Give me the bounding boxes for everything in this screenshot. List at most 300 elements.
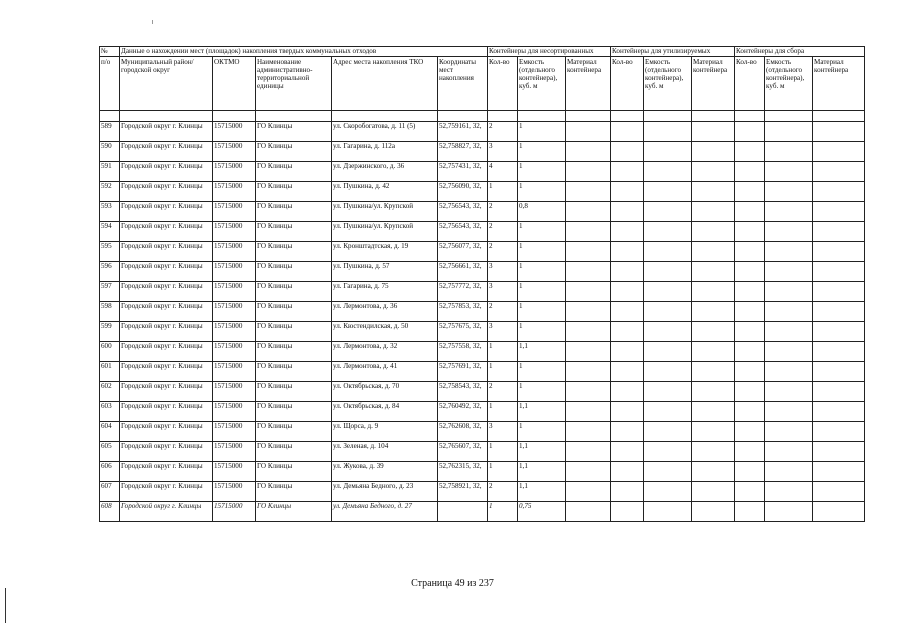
- cell-coords: 52,760492, 32,: [438, 402, 488, 422]
- cell-collection-count: [735, 442, 765, 462]
- cell-recyclable-count: [611, 282, 644, 302]
- cell-recyclable-capacity: [644, 262, 692, 282]
- table-row: [100, 262, 865, 282]
- cell-recyclable-capacity: [644, 362, 692, 382]
- cell-recyclable-material: [692, 222, 735, 242]
- cell-oktmo: 15715000: [213, 202, 256, 222]
- cell-coords: 52,758827, 32,: [438, 142, 488, 162]
- cell-unsorted-count: 2: [488, 222, 518, 242]
- cell-recyclable-material: [692, 502, 735, 522]
- cell-recyclable-count: [611, 142, 644, 162]
- cell-oktmo: 15715000: [213, 342, 256, 362]
- cell-recyclable-material: [692, 482, 735, 502]
- cell-num: 605: [100, 442, 120, 462]
- cell-unsorted-capacity: 1: [518, 382, 566, 402]
- cell-address: ул. Лермонтова, д. 41: [332, 362, 438, 382]
- cell-unsorted-count: 1: [488, 342, 518, 362]
- cell-collection-capacity: [765, 262, 813, 282]
- cell-collection-capacity: [765, 462, 813, 482]
- header-recyclable-count: Кол-во: [611, 57, 644, 111]
- cell-collection-capacity: [765, 202, 813, 222]
- cell-district: Городской округ г. Клинцы: [120, 242, 213, 262]
- cell-collection-material: [813, 422, 865, 442]
- cell-recyclable-count: [611, 502, 644, 522]
- cell-unsorted-capacity: 1,1: [518, 442, 566, 462]
- header-num: №: [100, 47, 120, 57]
- cell-recyclable-count: [611, 442, 644, 462]
- table-row: [100, 162, 865, 182]
- cell-recyclable-material: [692, 162, 735, 182]
- cell-recyclable-capacity: [644, 142, 692, 162]
- cell-address: ул. Дзержинского, д. 36: [332, 162, 438, 182]
- cell-unsorted-capacity: 1: [518, 162, 566, 182]
- cell-recyclable-count: [611, 122, 644, 142]
- cell-recyclable-count: [611, 342, 644, 362]
- cell-recyclable-material: [692, 422, 735, 442]
- cell-admin-unit: ГО Клинцы: [256, 322, 332, 342]
- cell-recyclable-capacity: [644, 302, 692, 322]
- cell-num: 602: [100, 382, 120, 402]
- cell-admin-unit: ГО Клинцы: [256, 422, 332, 442]
- cell-collection-capacity: [765, 122, 813, 142]
- cell-district: Городской округ г. Клинцы: [120, 382, 213, 402]
- cell-district: Городской округ г. Клинцы: [120, 202, 213, 222]
- cell-unsorted-material: [566, 302, 611, 322]
- cell-recyclable-count: [611, 162, 644, 182]
- cell-recyclable-material: [692, 442, 735, 462]
- cell-admin-unit: ГО Клинцы: [256, 162, 332, 182]
- cell-unsorted-material: [566, 182, 611, 202]
- cell-address: ул. Демьяна Бедного, д. 23: [332, 482, 438, 502]
- table-row: [100, 182, 865, 202]
- cell-unsorted-count: 1: [488, 182, 518, 202]
- cell-num: 599: [100, 322, 120, 342]
- cell-collection-count: [735, 302, 765, 322]
- cell-collection-count: [735, 262, 765, 282]
- page-number: Страница 49 из 237: [411, 578, 494, 589]
- header-recyclable-capacity: Емкость (отдельного контейнера), куб. м: [644, 57, 692, 111]
- cell-recyclable-capacity: [644, 282, 692, 302]
- cell-admin-unit: ГО Клинцы: [256, 482, 332, 502]
- cell-unsorted-count: 2: [488, 242, 518, 262]
- cell-num: 608: [100, 502, 120, 522]
- cell-oktmo: 15715000: [213, 322, 256, 342]
- cell-unsorted-capacity: 0,8: [518, 202, 566, 222]
- cell-unsorted-material: [566, 442, 611, 462]
- cell-collection-capacity: [765, 282, 813, 302]
- table-row: [100, 222, 865, 242]
- cell-collection-capacity: [765, 442, 813, 462]
- cell-admin-unit: ГО Клинцы: [256, 342, 332, 362]
- cell-collection-count: [735, 202, 765, 222]
- cell-unsorted-capacity: 1: [518, 122, 566, 142]
- cell-coords: 52,756543, 32,: [438, 222, 488, 242]
- cell-coords: 52,758921, 32,: [438, 482, 488, 502]
- cell-unsorted-capacity: 1: [518, 182, 566, 202]
- header-oktmo: ОКТМО: [213, 57, 256, 111]
- cell-address: ул. Гагарина, д. 112а: [332, 142, 438, 162]
- cell-admin-unit: ГО Клинцы: [256, 122, 332, 142]
- cell-address: ул. Демьяна Бедного, д. 27: [332, 502, 438, 522]
- cell-recyclable-material: [692, 322, 735, 342]
- table-body: [100, 122, 865, 522]
- cell-recyclable-capacity: [644, 442, 692, 462]
- cell-admin-unit: ГО Клинцы: [256, 362, 332, 382]
- cell-unsorted-count: 3: [488, 422, 518, 442]
- cell-address: ул. Пушкина, д. 42: [332, 182, 438, 202]
- cell-address: ул. Пушкина/ул. Крупской: [332, 202, 438, 222]
- table-row: [100, 142, 865, 162]
- cell-unsorted-material: [566, 362, 611, 382]
- cell-unsorted-count: 1: [488, 442, 518, 462]
- cell-recyclable-count: [611, 242, 644, 262]
- cell-collection-count: [735, 362, 765, 382]
- cell-district: Городской округ г. Клинцы: [120, 402, 213, 422]
- cell-district: Городской округ г. Клинцы: [120, 322, 213, 342]
- cell-oktmo: 15715000: [213, 122, 256, 142]
- waste-sites-table: [99, 46, 865, 522]
- cell-collection-material: [813, 482, 865, 502]
- cell-collection-material: [813, 182, 865, 202]
- header-recyclable: Контейнеры для утилизируемых: [611, 47, 735, 57]
- cell-collection-material: [813, 362, 865, 382]
- cell-address: ул. Пушкина, д. 57: [332, 262, 438, 282]
- cell-coords: [438, 502, 488, 522]
- cell-district: Городской округ г. Клинцы: [120, 342, 213, 362]
- cell-coords: 52,757772, 32,: [438, 282, 488, 302]
- cell-recyclable-capacity: [644, 502, 692, 522]
- cell-collection-material: [813, 462, 865, 482]
- cell-oktmo: 15715000: [213, 502, 256, 522]
- cell-collection-count: [735, 142, 765, 162]
- cell-collection-capacity: [765, 362, 813, 382]
- cell-collection-material: [813, 402, 865, 422]
- cell-recyclable-material: [692, 262, 735, 282]
- cell-oktmo: 15715000: [213, 262, 256, 282]
- cell-admin-unit: ГО Клинцы: [256, 182, 332, 202]
- cell-unsorted-count: 1: [488, 502, 518, 522]
- cell-collection-capacity: [765, 142, 813, 162]
- cell-collection-material: [813, 162, 865, 182]
- cell-admin-unit: ГО Клинцы: [256, 202, 332, 222]
- cell-recyclable-capacity: [644, 482, 692, 502]
- header-row-top: [100, 47, 865, 57]
- cell-unsorted-capacity: 1: [518, 322, 566, 342]
- cell-coords: 52,756661, 32,: [438, 262, 488, 282]
- cell-admin-unit: ГО Клинцы: [256, 302, 332, 322]
- cell-collection-count: [735, 422, 765, 442]
- cell-collection-material: [813, 342, 865, 362]
- cell-unsorted-capacity: 1: [518, 362, 566, 382]
- cell-collection-capacity: [765, 322, 813, 342]
- cell-num: 604: [100, 422, 120, 442]
- cell-coords: 52,765607, 32,: [438, 442, 488, 462]
- header-unsorted: Контейнеры для несортированных: [488, 47, 611, 57]
- cell-unsorted-material: [566, 462, 611, 482]
- cell-num: 593: [100, 202, 120, 222]
- cell-admin-unit: ГО Клинцы: [256, 402, 332, 422]
- cell-collection-capacity: [765, 302, 813, 322]
- cell-collection-capacity: [765, 402, 813, 422]
- table-row: [100, 422, 865, 442]
- table-row: [100, 122, 865, 142]
- cell-address: ул. Октябрьская, д. 84: [332, 402, 438, 422]
- header-district: Муниципальный район/городской округ: [120, 57, 213, 111]
- cell-district: Городской округ г. Клинцы: [120, 442, 213, 462]
- cell-num: 597: [100, 282, 120, 302]
- cell-collection-capacity: [765, 182, 813, 202]
- cell-collection-material: [813, 282, 865, 302]
- cell-collection-material: [813, 222, 865, 242]
- cell-unsorted-material: [566, 322, 611, 342]
- cell-collection-count: [735, 162, 765, 182]
- cell-num: 603: [100, 402, 120, 422]
- cell-admin-unit: ГО Клинцы: [256, 222, 332, 242]
- cell-recyclable-material: [692, 202, 735, 222]
- cell-oktmo: 15715000: [213, 362, 256, 382]
- cell-collection-material: [813, 322, 865, 342]
- cell-collection-capacity: [765, 482, 813, 502]
- cell-unsorted-count: 1: [488, 402, 518, 422]
- cell-oktmo: 15715000: [213, 182, 256, 202]
- cell-coords: 52,757853, 32,: [438, 302, 488, 322]
- cell-collection-material: [813, 202, 865, 222]
- cell-unsorted-capacity: 1,1: [518, 482, 566, 502]
- cell-recyclable-material: [692, 282, 735, 302]
- cell-oktmo: 15715000: [213, 282, 256, 302]
- cell-unsorted-count: 3: [488, 322, 518, 342]
- cell-address: ул. Зеленая, д. 104: [332, 442, 438, 462]
- cell-unsorted-material: [566, 402, 611, 422]
- cell-recyclable-count: [611, 482, 644, 502]
- cell-collection-material: [813, 302, 865, 322]
- table-row: [100, 342, 865, 362]
- cell-recyclable-capacity: [644, 202, 692, 222]
- cell-coords: 52,757431, 32,: [438, 162, 488, 182]
- cell-recyclable-material: [692, 142, 735, 162]
- cell-recyclable-capacity: [644, 342, 692, 362]
- cell-admin-unit: ГО Клинцы: [256, 282, 332, 302]
- table-row: [100, 362, 865, 382]
- cell-oktmo: 15715000: [213, 462, 256, 482]
- cell-recyclable-capacity: [644, 382, 692, 402]
- cell-recyclable-count: [611, 202, 644, 222]
- cell-collection-capacity: [765, 342, 813, 362]
- cell-oktmo: 15715000: [213, 222, 256, 242]
- cell-recyclable-count: [611, 302, 644, 322]
- cell-num: 607: [100, 482, 120, 502]
- cell-unsorted-count: 2: [488, 302, 518, 322]
- cell-unsorted-material: [566, 422, 611, 442]
- cell-district: Городской округ г. Клинцы: [120, 262, 213, 282]
- cell-unsorted-material: [566, 282, 611, 302]
- cell-oktmo: 15715000: [213, 482, 256, 502]
- cell-unsorted-capacity: 1: [518, 262, 566, 282]
- cell-unsorted-material: [566, 222, 611, 242]
- cell-recyclable-capacity: [644, 182, 692, 202]
- cell-recyclable-capacity: [644, 462, 692, 482]
- cell-collection-material: [813, 502, 865, 522]
- header-admin-unit: Наименование административно-территориальной единицы: [256, 57, 332, 111]
- header-recyclable-material: Материал контейнера: [692, 57, 735, 111]
- cell-collection-material: [813, 262, 865, 282]
- cell-unsorted-capacity: 1: [518, 302, 566, 322]
- cell-collection-count: [735, 482, 765, 502]
- cell-unsorted-count: 2: [488, 382, 518, 402]
- cell-address: ул. Пушкина/ул. Крупской: [332, 222, 438, 242]
- cell-address: ул. Гагарина, д. 75: [332, 282, 438, 302]
- header-gap-row: [100, 111, 865, 122]
- cell-unsorted-count: 4: [488, 162, 518, 182]
- cell-recyclable-material: [692, 302, 735, 322]
- cell-district: Городской округ г. Клинцы: [120, 122, 213, 142]
- cell-collection-count: [735, 122, 765, 142]
- cell-oktmo: 15715000: [213, 162, 256, 182]
- cell-unsorted-count: 2: [488, 122, 518, 142]
- cell-coords: 52,757558, 32,: [438, 342, 488, 362]
- cell-coords: 52,756090, 32,: [438, 182, 488, 202]
- header-collection-material: Материал контейнера: [813, 57, 865, 111]
- header-collection-capacity: Емкость (отдельного контейнера), куб. м: [765, 57, 813, 111]
- cell-num: 600: [100, 342, 120, 362]
- cell-coords: 52,757675, 32,: [438, 322, 488, 342]
- cell-num: 589: [100, 122, 120, 142]
- table-row: [100, 242, 865, 262]
- table-row: [100, 282, 865, 302]
- cell-oktmo: 15715000: [213, 302, 256, 322]
- cell-unsorted-capacity: 1: [518, 142, 566, 162]
- cell-coords: 52,756543, 32,: [438, 202, 488, 222]
- cell-unsorted-capacity: 1: [518, 282, 566, 302]
- cell-district: Городской округ г. Клинцы: [120, 422, 213, 442]
- cell-recyclable-material: [692, 462, 735, 482]
- table-row: [100, 442, 865, 462]
- cell-unsorted-material: [566, 122, 611, 142]
- cell-num: 596: [100, 262, 120, 282]
- cell-unsorted-count: 3: [488, 262, 518, 282]
- cell-recyclable-count: [611, 462, 644, 482]
- cell-address: ул. Кюстендилская, д. 50: [332, 322, 438, 342]
- table-row: [100, 502, 865, 522]
- cell-num: 590: [100, 142, 120, 162]
- cell-collection-material: [813, 382, 865, 402]
- cell-num: 601: [100, 362, 120, 382]
- cell-unsorted-material: [566, 502, 611, 522]
- cell-collection-material: [813, 242, 865, 262]
- cell-unsorted-capacity: 1: [518, 222, 566, 242]
- header-po: п/о: [100, 57, 120, 111]
- cell-recyclable-count: [611, 422, 644, 442]
- cell-collection-capacity: [765, 162, 813, 182]
- cell-collection-capacity: [765, 502, 813, 522]
- cell-recyclable-capacity: [644, 162, 692, 182]
- cell-collection-count: [735, 242, 765, 262]
- header-unsorted-capacity: Емкость (отдельного контейнера), куб. м: [518, 57, 566, 111]
- header-unsorted-count: Кол-во: [488, 57, 518, 111]
- cell-coords: 52,759161, 32,: [438, 122, 488, 142]
- cell-recyclable-capacity: [644, 422, 692, 442]
- cell-recyclable-count: [611, 262, 644, 282]
- cell-collection-count: [735, 342, 765, 362]
- cell-district: Городской округ г. Клинцы: [120, 142, 213, 162]
- cell-unsorted-count: 2: [488, 482, 518, 502]
- cell-unsorted-material: [566, 482, 611, 502]
- cell-address: ул. Кронштадтская, д. 19: [332, 242, 438, 262]
- cell-address: ул. Скоробогатова, д. 11 (5): [332, 122, 438, 142]
- cell-district: Городской округ г. Клинцы: [120, 462, 213, 482]
- cell-collection-material: [813, 142, 865, 162]
- header-unsorted-material: Материал контейнера: [566, 57, 611, 111]
- cell-num: 594: [100, 222, 120, 242]
- cell-recyclable-material: [692, 382, 735, 402]
- cell-num: 598: [100, 302, 120, 322]
- cell-collection-count: [735, 282, 765, 302]
- cell-unsorted-capacity: 1,1: [518, 402, 566, 422]
- cell-recyclable-capacity: [644, 322, 692, 342]
- header-address: Адрес места накопления ТКО: [332, 57, 438, 111]
- table-row: [100, 462, 865, 482]
- cell-coords: 52,762315, 32,: [438, 462, 488, 482]
- cell-admin-unit: ГО Клинцы: [256, 262, 332, 282]
- cell-address: ул. Лермонтова, д. 36: [332, 302, 438, 322]
- cell-unsorted-material: [566, 262, 611, 282]
- cell-district: Городской округ г. Клинцы: [120, 502, 213, 522]
- cell-district: Городской округ г. Клинцы: [120, 162, 213, 182]
- cell-unsorted-material: [566, 202, 611, 222]
- cell-recyclable-capacity: [644, 242, 692, 262]
- cell-admin-unit: ГО Клинцы: [256, 142, 332, 162]
- cell-recyclable-material: [692, 342, 735, 362]
- cell-recyclable-material: [692, 122, 735, 142]
- cell-recyclable-capacity: [644, 222, 692, 242]
- cell-recyclable-count: [611, 382, 644, 402]
- cell-unsorted-capacity: 1: [518, 422, 566, 442]
- cell-oktmo: 15715000: [213, 382, 256, 402]
- cell-district: Городской округ г. Клинцы: [120, 182, 213, 202]
- cell-unsorted-capacity: 1,1: [518, 462, 566, 482]
- scan-artifact-top: [152, 20, 153, 24]
- scan-artifact-left: [5, 588, 6, 623]
- cell-oktmo: 15715000: [213, 402, 256, 422]
- cell-admin-unit: ГО Клинцы: [256, 462, 332, 482]
- cell-recyclable-count: [611, 222, 644, 242]
- cell-unsorted-material: [566, 342, 611, 362]
- cell-num: 592: [100, 182, 120, 202]
- cell-district: Городской округ г. Клинцы: [120, 302, 213, 322]
- cell-address: ул. Жукова, д. 39: [332, 462, 438, 482]
- header-collection: Контейнеры для сбора: [735, 47, 865, 57]
- cell-collection-count: [735, 182, 765, 202]
- cell-unsorted-capacity: 1,1: [518, 342, 566, 362]
- cell-collection-count: [735, 502, 765, 522]
- cell-num: 606: [100, 462, 120, 482]
- cell-collection-count: [735, 222, 765, 242]
- cell-coords: 52,757691, 32,: [438, 362, 488, 382]
- cell-collection-count: [735, 322, 765, 342]
- table-row: [100, 322, 865, 342]
- table-row: [100, 302, 865, 322]
- cell-collection-capacity: [765, 422, 813, 442]
- cell-admin-unit: ГО Клинцы: [256, 242, 332, 262]
- table-row: [100, 402, 865, 422]
- cell-district: Городской округ г. Клинцы: [120, 362, 213, 382]
- cell-unsorted-count: 3: [488, 142, 518, 162]
- cell-admin-unit: ГО Клинцы: [256, 442, 332, 462]
- cell-recyclable-count: [611, 362, 644, 382]
- cell-collection-capacity: [765, 242, 813, 262]
- cell-recyclable-count: [611, 322, 644, 342]
- cell-recyclable-count: [611, 402, 644, 422]
